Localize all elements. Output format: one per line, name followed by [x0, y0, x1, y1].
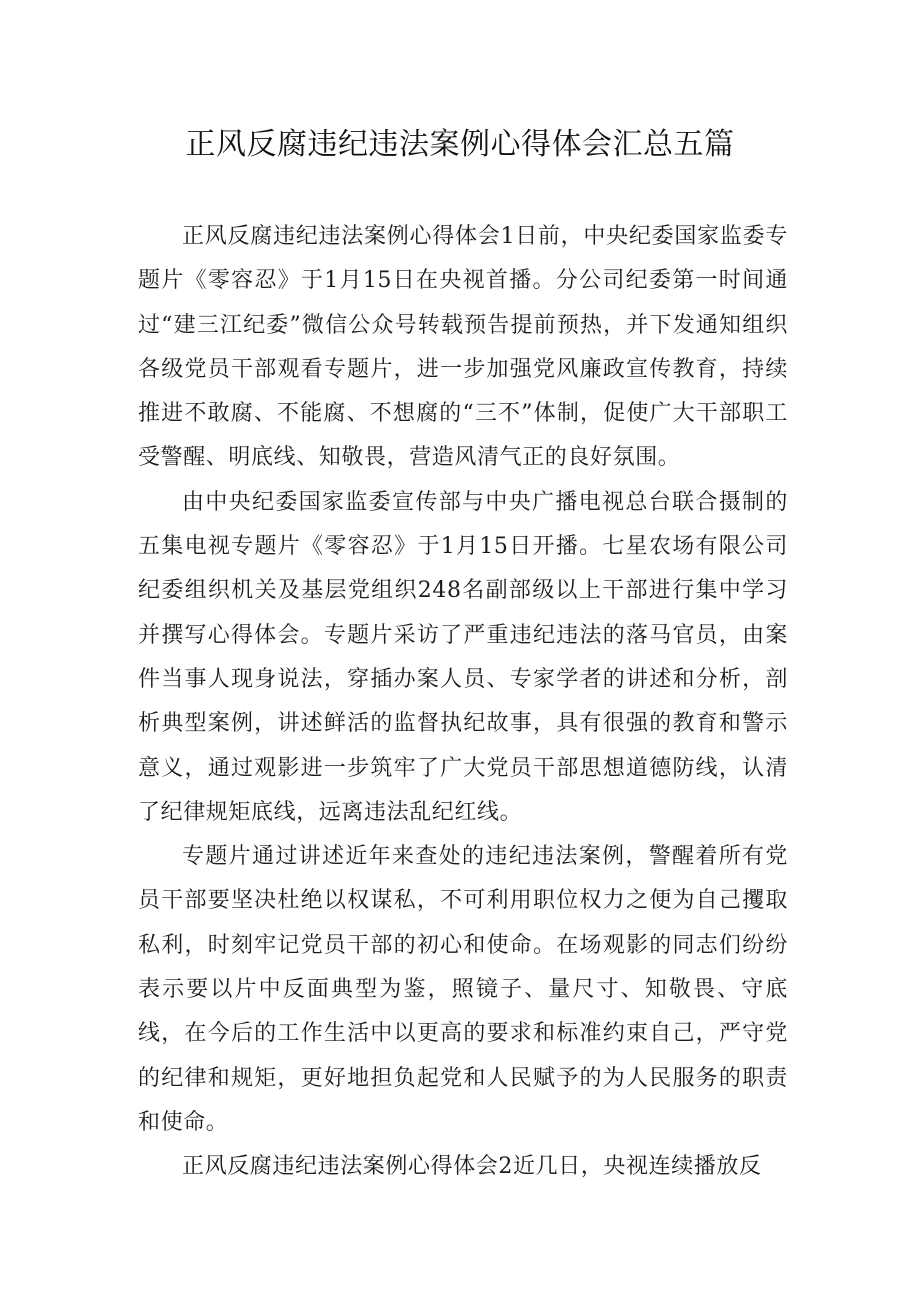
- paragraph-1: 正风反腐违纪违法案例心得体会1日前，中央纪委国家监委专题片《零容忍》于1月15日在央视首播。分公司纪委第一时间通过“建三江纪委”微信公众号转载预告提前预热，并下发通知组织各级党员干部观看专题片，进一步加强党风廉政宣传教育，持续推进不敢腐、不能腐、不想腐的“三不”体制，促使广大干部职工受警醒、明底线、知敬畏，营造风清气正的良好氛围。: [138, 224, 788, 471]
- paragraph-3: 专题片通过讲述近年来查处的违纪违法案例，警醒着所有党员干部要坚决杜绝以权谋私，不可利用职位权力之便为自己攫取私利，时刻牢记党员干部的初心和使命。在场观影的同志们纷纷表示要以片中反面典型为鉴，照镜子、量尺寸、知敬畏、守底线，在今后的工作生活中以更高的要求和标准约束自己，严守党的纪律和规矩，更好地担负起党和人民赋予的为人民服务的职责和使命。: [138, 844, 788, 1135]
- paragraph-2: 由中央纪委国家监委宣传部与中央广播电视总台联合摄制的五集电视专题片《零容忍》于1月15日开播。七星农场有限公司纪委组织机关及基层党组织248名副部级以上干部进行集中学习并撰写心得体会。专题片采访了严重违纪违法的落马官员，由案件当事人现身说法，穿插办案人员、专家学者的讲述和分析，剖析典型案例，讲述鲜活的监督执纪故事，具有很强的教育和警示意义，通过观影进一步筑牢了广大党员干部思想道德防线，认清了纪律规矩底线，远离违法乱纪红线。: [138, 489, 788, 825]
- document-body: [138, 215, 788, 1190]
- document-title: 正风反腐违纪违法案例心得体会汇总五篇: [185, 127, 735, 162]
- paragraph-4: 正风反腐违纪违法案例心得体会2近几日，央视连续播放反: [182, 1154, 762, 1180]
